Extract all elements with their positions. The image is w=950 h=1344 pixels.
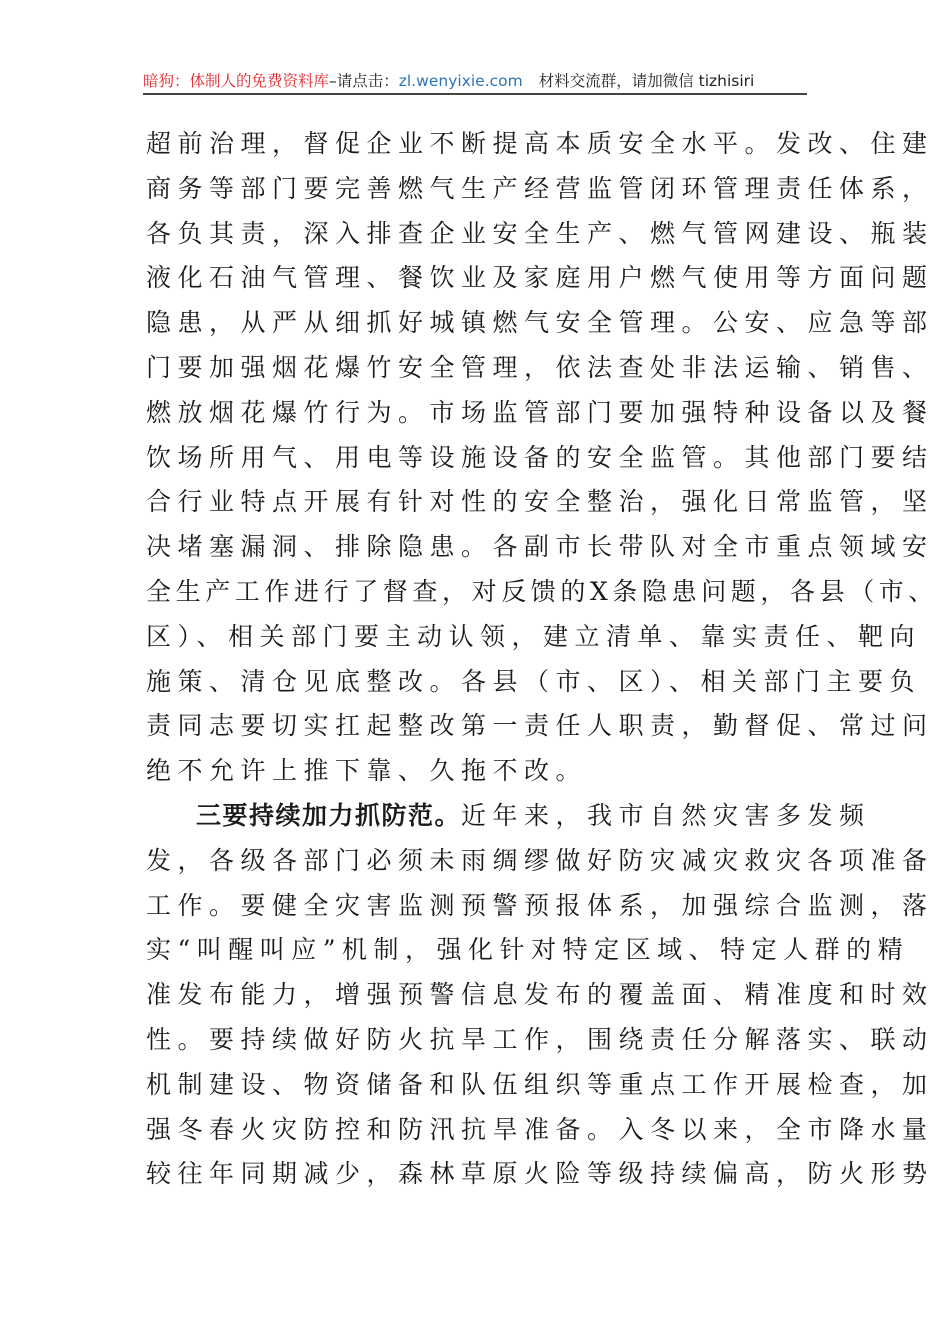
section-line-text: 近年来，我市自然灾害多发频 <box>461 800 871 830</box>
paragraph-line: 强冬春火灾防控和防汛抗旱准备。入冬以来，全市降水量 <box>146 1114 934 1144</box>
paragraph-line: 隐患，从严从细抓好城镇燃气安全管理。公安、应急等部 <box>146 308 934 338</box>
paragraph-line: 门要加强烟花爆竹安全管理，依法查处非法运输、销售、 <box>146 352 934 382</box>
paragraph-line: 责同志要切实扛起整改第一责任人职责，勤督促、常过问 <box>146 711 934 741</box>
paragraph-line: 全生产工作进行了督查，对反馈的X条隐患问题，各县（市、 <box>146 576 938 606</box>
paragraph-line: 施策、清仓见底整改。各县（市、区）、相关部门主要负 <box>146 666 922 696</box>
paragraph-line: 机制建设、物资储备和队伍组织等重点工作开展检查，加 <box>146 1069 934 1099</box>
header-brand: 暗狗：体制人的免费资料库 <box>143 72 330 90</box>
paragraph-line: 液化石油气管理、餐饮业及家庭用户燃气使用等方面问题 <box>146 263 934 293</box>
header-click-prompt: –请点击： <box>329 72 399 90</box>
paragraph-line: 决堵塞漏洞、排除隐患。各副市长带队对全市重点领域安 <box>146 532 934 562</box>
paragraph-line: 实“叫醒叫应”机制，强化针对特定区域、特定人群的精 <box>146 935 910 965</box>
paragraph-line: 较往年同期减少，森林草原火险等级持续偏高，防火形势 <box>146 1159 934 1189</box>
section-first-line <box>146 796 871 841</box>
paragraph-line: 区）、相关部门要主动认领，建立清单、靠实责任、靶向 <box>146 621 922 651</box>
paragraph-line: 商务等部门要完善燃气生产经营监管闭环管理责任体系， <box>146 173 934 203</box>
paragraph-line: 燃放烟花爆竹行为。市场监管部门要加强特种设备以及餐 <box>146 397 934 427</box>
section-heading: 三要持续加力抓防范。 <box>196 800 462 830</box>
paragraph-line: 准发布能力，增强预警信息发布的覆盖面、精准度和时效 <box>146 980 934 1010</box>
document-body <box>146 124 938 1199</box>
header-divider <box>143 93 807 95</box>
paragraph-line: 饮场所用气、用电等设施设备的安全监管。其他部门要结 <box>146 442 934 472</box>
paragraph-line: 发，各级各部门必须未雨绸缪做好防灾减灾救灾各项准备 <box>146 845 934 875</box>
paragraph-line: 超前治理，督促企业不断提高本质安全水平。发改、住建 <box>146 129 934 158</box>
paragraph-line: 合行业特点开展有针对性的安全整治，强化日常监管，坚 <box>146 487 934 517</box>
header-group-text: 材料交流群，请加微信 tizhisiri <box>538 72 755 90</box>
header-url-link[interactable]: zl.wenyixie.com <box>398 72 523 90</box>
paragraph-line: 绝不允许上推下靠、久拖不改。 <box>146 756 588 786</box>
paragraph-line: 性。要持续做好防火抗旱工作，围绕责任分解落实、联动 <box>146 1024 934 1054</box>
page-header-banner <box>143 70 805 92</box>
paragraph-line: 各负其责，深入排查企业安全生产、燃气管网建设、瓶装 <box>146 218 934 248</box>
paragraph-line: 工作。要健全灾害监测预警预报体系，加强综合监测，落 <box>146 890 934 920</box>
